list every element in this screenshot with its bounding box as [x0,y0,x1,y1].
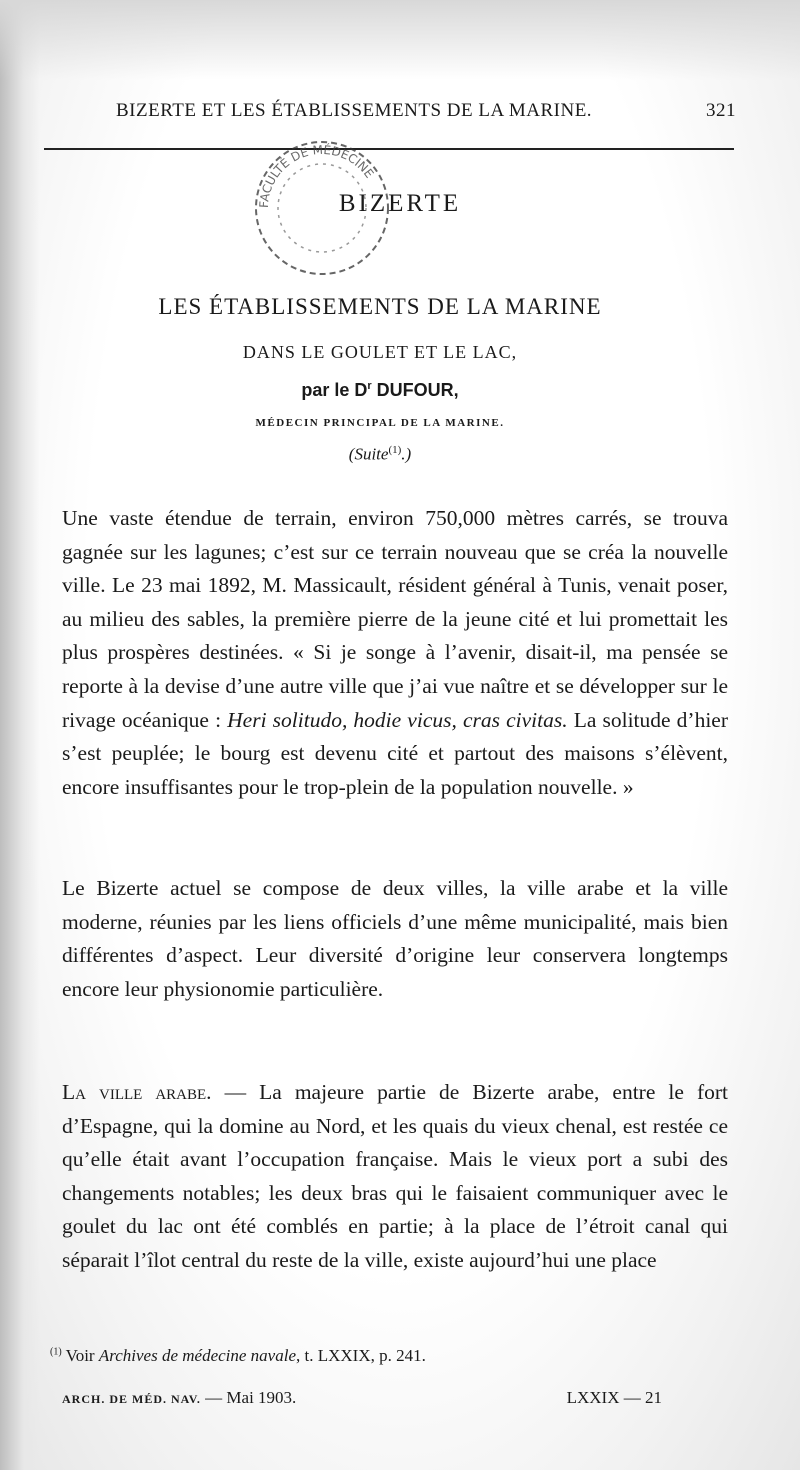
footer-date: — Mai 1903. [200,1388,297,1407]
footer-signature: LXXIX — 21 [566,1388,662,1407]
footnote-prefix: Voir [65,1346,99,1365]
footer-source: ARCH. DE MÉD. NAV. [62,1392,201,1406]
author-sup: r [367,380,372,392]
footnote-journal: Archives de médecine navale [98,1346,296,1365]
running-title: BIZERTE ET LES ÉTABLISSEMENTS DE LA MARINE. [116,100,593,121]
latin-motto: Heri solitudo, hodie vicus, cras civitas. [227,707,568,732]
author-line [0,380,760,401]
article-subtitle-2: DANS LE GOULET ET LE LAC, [242,342,518,362]
paragraph-2-text: Le Bizerte actuel se compose de deux villes, la ville arabe et la ville moderne, réunies par les liens officiels d’une même municipalité, mais bien différentes d’aspect. Leur diversité d’origine leur conservera longtemps encore leur physionomie particulière. [62,876,728,1001]
paragraph-1-text-a: Une vaste étendue de terrain, environ 750,000 mètres carrés, se trouva gagnée sur les lagunes; c’est sur ce terrain nouveau que se créa la nouvelle ville. Le 23 mai 1892, M. Massicault, résident général à Tunis, venait poser, au milieu des sables, la première pierre de la jeune cité et lui promettait les plus prospères destinées. « Si je songe à l’avenir, disait-il, ma pensée se reporte à la devise d’une autre ville que j’ai vue naître et se développer sur le rivage océanique : [62,506,728,732]
paragraph-3 [62,1076,728,1278]
footnote [50,1346,730,1366]
footnote-suffix: , t. LXXIX, p. 241. [296,1346,426,1365]
article-title: BIZERTE [338,190,462,217]
page-footer [62,1388,662,1408]
paragraph-2 [62,872,728,1006]
stamp-text: FACULTÉ DE MÉDECINE [256,142,377,209]
author-name: DUFOUR, [376,380,459,400]
footer-source-line [62,1388,296,1408]
paragraph-3-text: — La majeure partie de Bizerte arabe, entre le fort d’Espagne, qui la domine au Nord, et les quais du vieux chenal, est restée ce qu’elle était avant l’occupation française. Mais le vieux port a subi des changements notables; les deux bras qui le faisaient communiquer avec le goulet du lac ont été comblés en partie; à la place de l’étroit canal qui séparait l’îlot central du reste de la ville, existe aujourd’hui une place [62,1080,728,1272]
author-role: MÉDECIN PRINCIPAL DE LA MARINE. [255,417,505,429]
page-number: 321 [706,100,736,121]
footnote-ref: (1) [50,1346,62,1358]
binding-gutter [0,0,40,1470]
running-head [116,100,736,122]
suite-note: (Suite$^{(1)}$.) [348,444,412,464]
paragraph-1-text-b: La solitude d’hier s’est peuplée; le bourg est devenu cité et partout des maisons s’élèvent, encore insuffisantes pour le trop-plein de la population nouvelle. » [62,707,728,799]
paragraph-1 [62,502,728,804]
suite-label: Suite [354,444,389,464]
suite-ref: (1) [388,444,402,456]
top-shade [0,0,800,80]
section-heading: La ville arabe. [62,1080,212,1104]
article-subtitle: LES ÉTABLISSEMENTS DE LA MARINE [158,294,602,319]
author-prefix: par le D [301,380,368,400]
